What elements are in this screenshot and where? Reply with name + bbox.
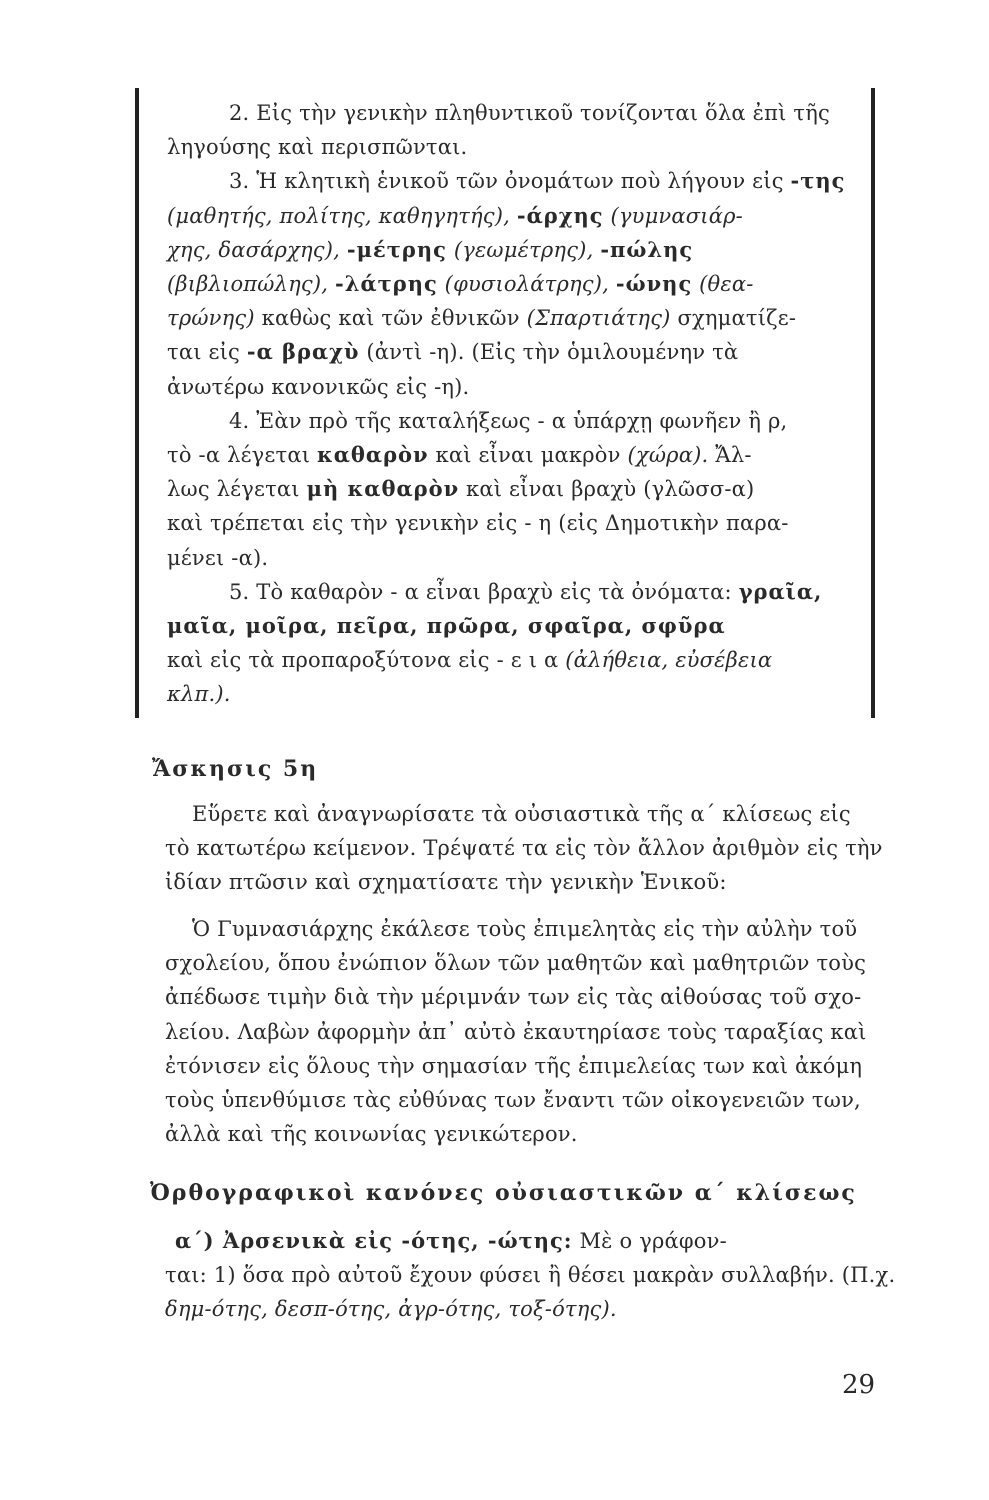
text-span: -της (790, 168, 846, 194)
text-span: γραῖα, (738, 578, 823, 604)
text-span: -μέτρης (346, 236, 447, 262)
text-line (167, 677, 231, 711)
text-line (167, 472, 754, 506)
text-span: καὶ εἰς τὰ προπαροξύτονα εἰς - ε ι α (167, 648, 566, 673)
text-span: καὶ τρέπεται εἰς τὴν γενικὴν εἰς - η (εἰς Δημοτικὴν παρα- (167, 511, 789, 536)
text-span: Ἄλ- (708, 443, 752, 467)
text-span: μαῖα, μοῖρα, πεῖρα, πρῶρα, σφαῖρα, σφῦρα (167, 613, 726, 638)
text-span: καθὼς καὶ τῶν ἐθνικῶν (254, 306, 527, 331)
text-span: -άρχης (516, 202, 604, 228)
text-line (167, 438, 752, 472)
text-span: -α βραχὺ (246, 339, 360, 365)
text-line (167, 335, 738, 369)
text-span: (ἀντὶ -η). (Εἰς τὴν ὁμιλουμένην τὰ (359, 340, 739, 365)
text-span: -ώνης (615, 271, 693, 296)
text-line (167, 130, 467, 164)
text-line: ἀλλὰ καὶ τῆς κοινωνίας γενικώτερον. (165, 1122, 578, 1147)
text-line: σχολείου, ὅπου ἐνώπιον ὅλων τῶν μαθητῶν καὶ μαθητριῶν τοὺς (165, 951, 867, 976)
text-span: 3. Ἡ κλητικὴ ἑνικοῦ τῶν ὀνομάτων ποὺ λήγουν εἰς (229, 169, 791, 194)
text-line (167, 541, 268, 575)
text-line: ἰδίαν πτῶσιν καὶ σχηματίσατε τὴν γενικὴν Ἑνικοῦ: (165, 870, 727, 894)
text-span: καὶ εἶναι βραχὺ (γλῶσσ-α) (459, 477, 755, 502)
text-line: ἀπέδωσε τιμὴν διὰ τὴν μέριμνάν των εἰς τὰς αἰθούσας τοῦ σχο- (165, 985, 862, 1010)
text-span: -πώλης (600, 236, 694, 262)
text-span: καθαρὸν (317, 442, 429, 467)
text-span: δημ-ότης, δεσπ-ότης, ἀγρ-ότης, τοξ-ότης). (165, 1297, 617, 1321)
text-span: τὸ -α λέγεται (167, 443, 318, 467)
text-line: τοὺς ὑπενθύμισε τὰς εὐθύνας των ἔναντι τῶν οἰκογενειῶν των, (165, 1088, 861, 1112)
text-line: Ὁ Γυμνασιάρχης ἐκάλεσε τοὺς ἐπιμελητὰς εἰς τὴν αὐλὴν τοῦ (192, 917, 858, 941)
text-span: ἀνωτέρω κανονικῶς εἰς -η). (167, 374, 470, 399)
text-line: λείου. Λαβὼν ἀφορμὴν ἀπ᾽ αὐτὸ ἐκαυτηρίασε τοὺς ταραξίας καὶ (165, 1019, 867, 1044)
text-span: χης, δασάρχης), (167, 237, 347, 262)
text-span: (γεωμέτρης), (446, 237, 601, 262)
text-span: -λάτρης (335, 271, 438, 296)
text-span: (φυσιολάτρης), (437, 272, 616, 296)
text-line (229, 96, 830, 130)
text-line (167, 267, 754, 301)
text-line (229, 404, 787, 438)
text-line (229, 575, 822, 609)
text-line: Εὕρετε καὶ ἀναγνωρίσατε τὰ οὐσιαστικὰ τῆς α΄ κλίσεως εἰς (192, 802, 851, 826)
exercise-heading: Ἄσκησις 5η (152, 756, 319, 782)
text-line (167, 643, 772, 677)
text-line (165, 1258, 895, 1292)
text-span: ται εἰς (167, 340, 247, 365)
text-span: 2. Εἰς τὴν γενικὴν πληθυντικοῦ τονίζονται ὅλα ἐπὶ τῆς (229, 101, 830, 125)
text-span: μὴ καθαρὸν (306, 476, 460, 502)
text-span: ληγούσης καὶ περισπῶνται. (167, 135, 468, 160)
text-line: τὸ κατωτέρω κείμενον. Τρέψατέ τα εἰς τὸν ἄλλον ἀριθμὸν εἰς τὴν (165, 836, 883, 860)
text-line (167, 370, 469, 404)
text-line (167, 506, 789, 540)
text-span: (θεα- (692, 272, 754, 296)
text-span: (γυμνασιάρ- (603, 203, 743, 228)
text-line (167, 301, 796, 335)
text-line (167, 609, 726, 643)
text-span: ται: 1) ὅσα πρὸ αὐτοῦ ἔχουν φύσει ἢ θέσει μακρὰν συλλαβήν. (Π.χ. (165, 1263, 896, 1287)
text-line (229, 164, 845, 198)
text-span: (βιβλιοπώλης), (167, 272, 336, 296)
text-span: Μὲ ο γράφον- (572, 1229, 727, 1253)
rules-box (135, 88, 875, 718)
text-span: καὶ εἶναι μακρὸν (428, 443, 628, 467)
text-span: (μαθητής, πολίτης, καθηγητής), (167, 203, 517, 228)
text-span: (Σπαρτιάτης) (526, 306, 671, 331)
text-span: μένει -α). (167, 545, 269, 570)
text-line (167, 199, 743, 233)
text-span: α΄) Ἀρσενικὰ εἰς -ότης, -ώτης: (175, 1228, 573, 1253)
text-span: 4. Ἐὰν πρὸ τῆς καταλήξεως - α ὑπάρχῃ φωνῆεν ἢ ρ, (229, 408, 788, 433)
text-span: λως λέγεται (167, 477, 307, 502)
text-span: κλπ.). (167, 682, 231, 707)
orthography-heading: Ὀρθογραφικοὶ κανόνες οὐσιαστικῶν α΄ κλίσεως (150, 1180, 857, 1206)
text-line (167, 233, 693, 267)
text-line (165, 1292, 617, 1326)
text-span: σχηματίζε- (670, 306, 797, 331)
page-number: 29 (842, 1370, 876, 1400)
text-line: ἐτόνισεν εἰς ὅλους τὴν σημασίαν τῆς ἐπιμελείας των καὶ ἀκόμη (165, 1053, 863, 1078)
text-line (175, 1224, 727, 1258)
text-span: 5. Τὸ καθαρὸν - α εἶναι βραχὺ εἰς τὰ ὀνόματα: (229, 579, 739, 604)
text-span: (χώρα). (627, 443, 709, 467)
text-span: τρώνης) (167, 306, 255, 331)
text-span: (ἀλήθεια, εὐσέβεια (565, 648, 773, 673)
